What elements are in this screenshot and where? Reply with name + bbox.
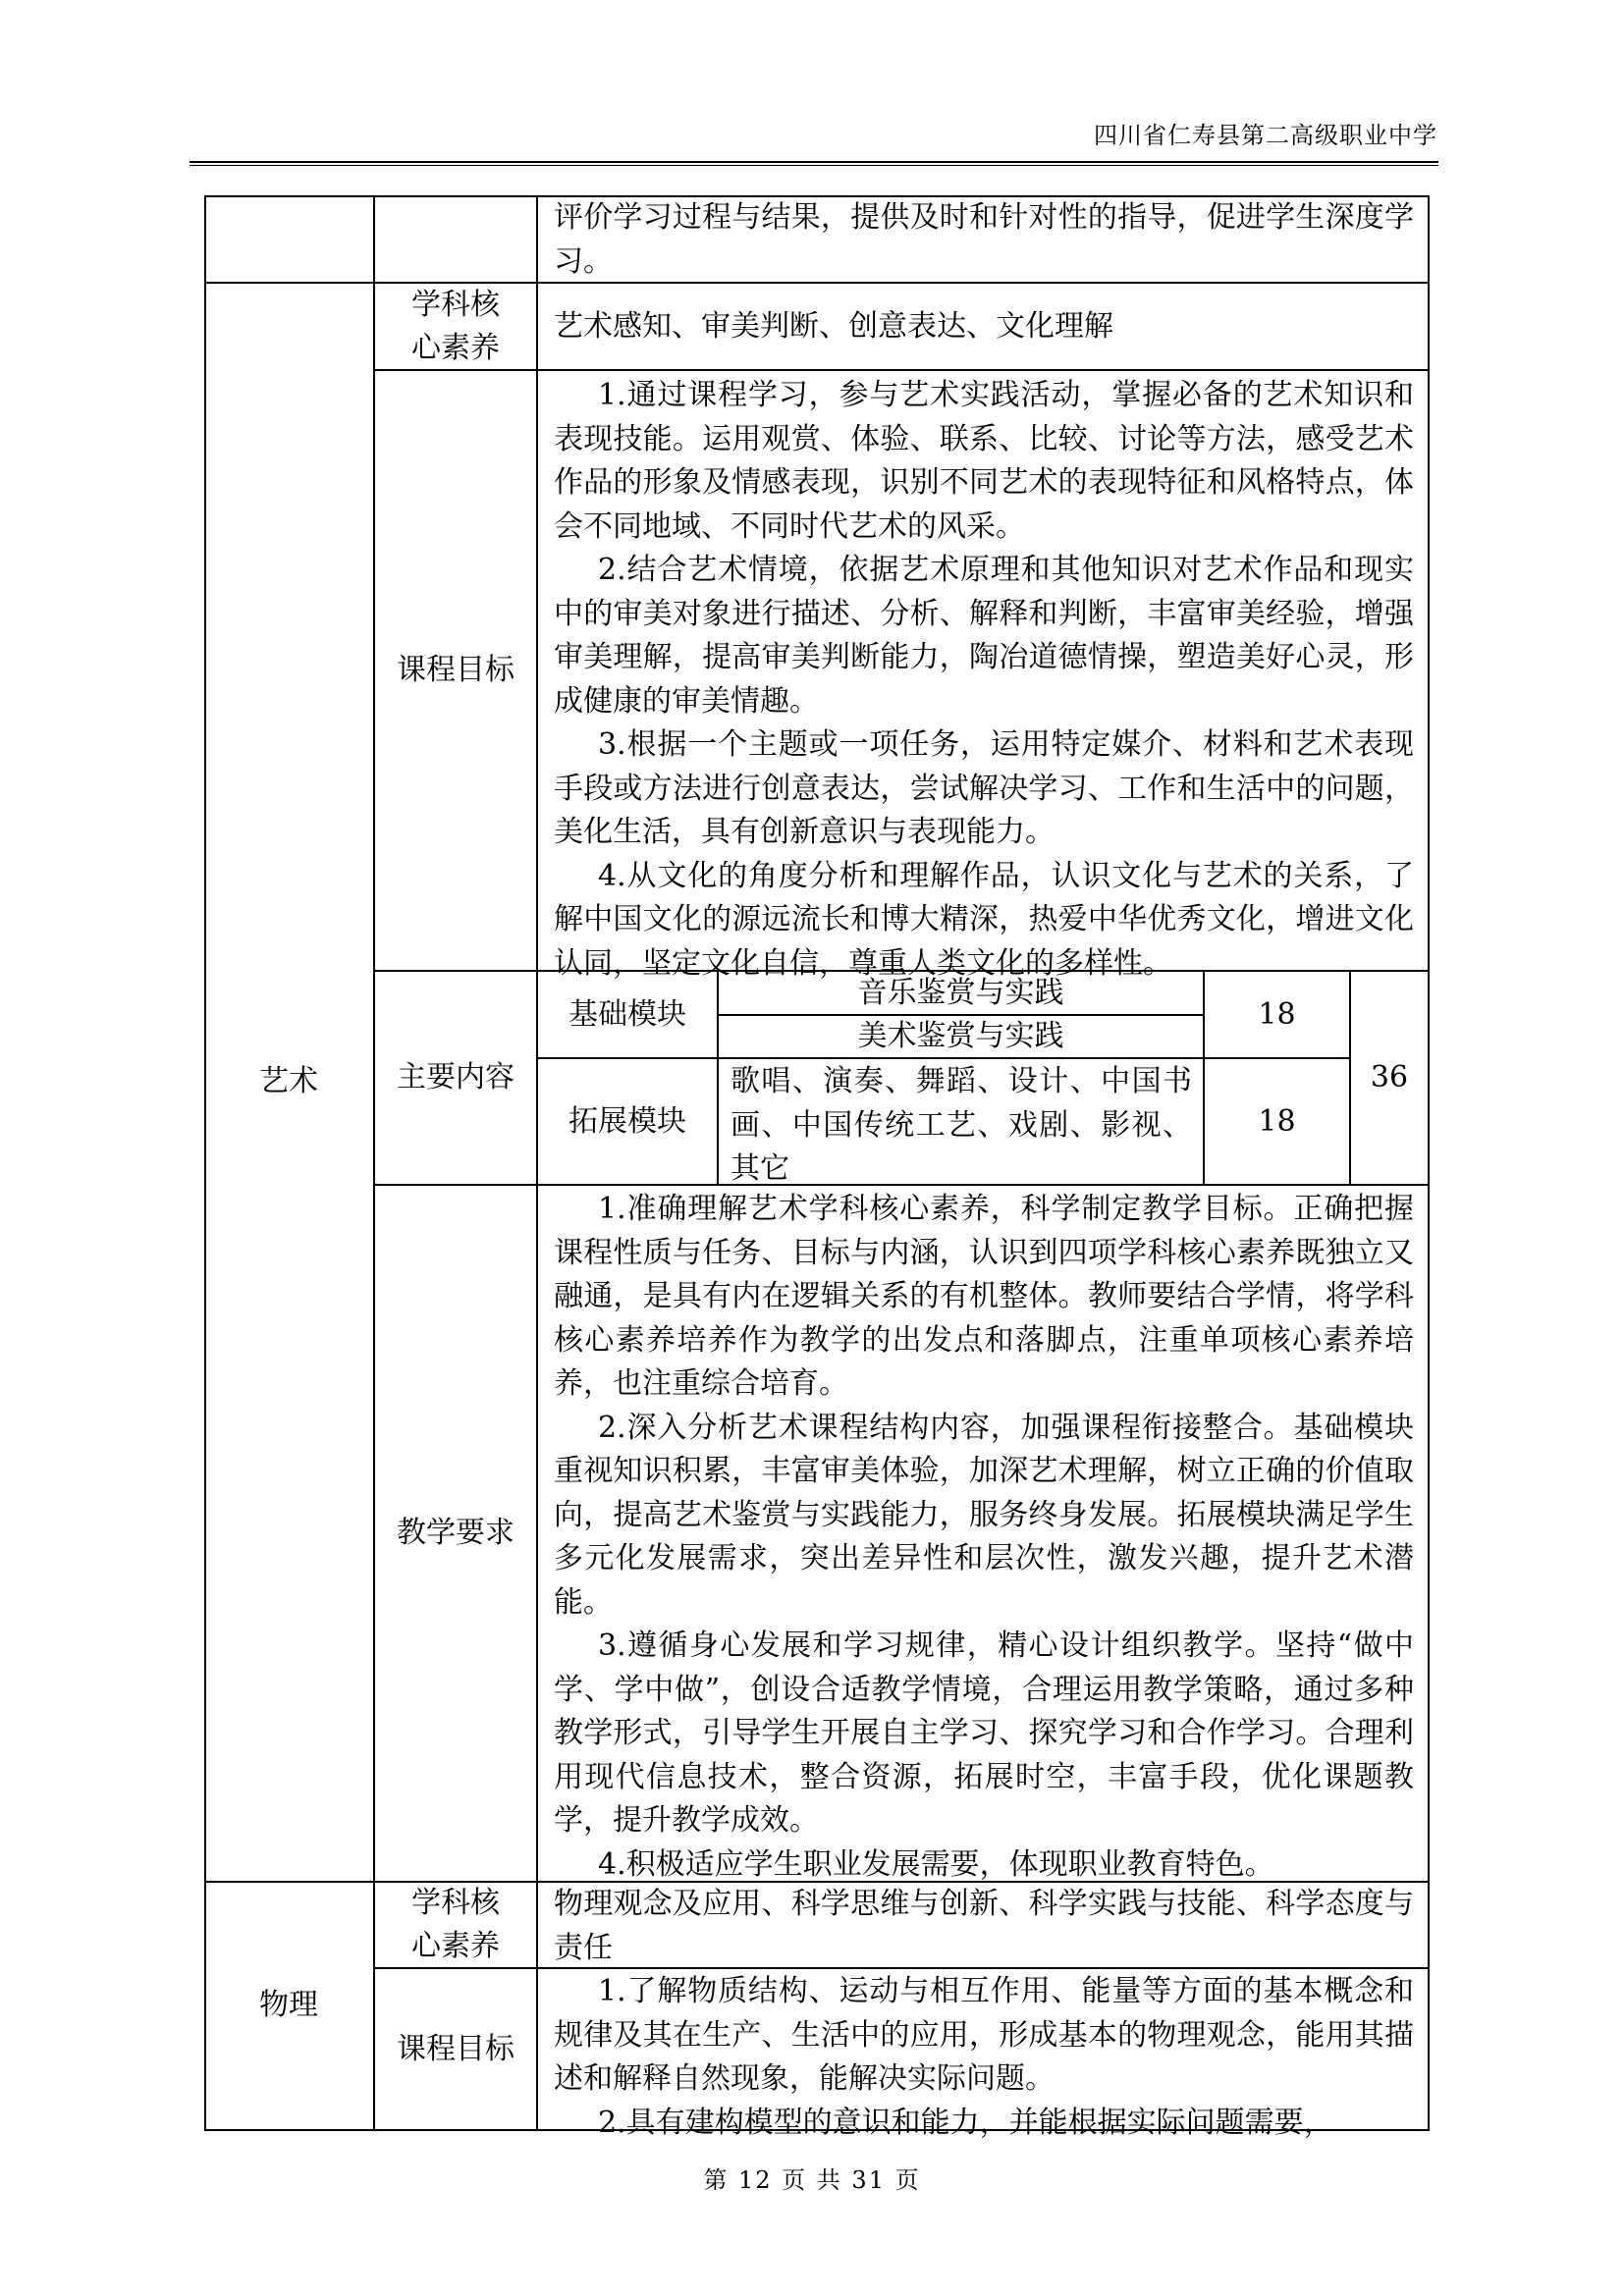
art-teach-4: 4.积极适应学生职业发展需要，体现职业教育特色。: [598, 1846, 1274, 1882]
physics-goals-label: 课程目标: [397, 2031, 514, 2066]
art-basic-module: 基础模块: [568, 996, 686, 1032]
physics-core-label: 学科核心素养: [411, 1886, 500, 1963]
art-teach-1: 1.准确理解艺术学科核心素养，科学制定教学目标。正确把握课程性质与任务、目标与内涵，认识到四项学科核心素养既独立又融通，是具有内在逻辑关系的有机整体。教师要结合学情，将学科核心素养培养作为教学的出发点和落脚点，注重单项核心素养培养，也注重综合培育。: [554, 1192, 1414, 1401]
art-basic-hours: 18: [1258, 996, 1296, 1032]
subject-physics: 物理: [259, 1987, 318, 2022]
art-teach-2: 2.深入分析艺术课程结构内容，加强课程衔接整合。基础模块重视知识积累，丰富审美体验，加深艺术理解，树立正确的价值取向，提高艺术鉴赏与实践能力，服务终身发展。拓展模块满足学生多元化发展需求，突出差异性和层次性，激发兴趣，提升艺术潜能。: [554, 1410, 1414, 1620]
art-ext-hours: 18: [1258, 1103, 1296, 1139]
art-goal-4: 4.从文化的角度分析和理解作品，认识文化与艺术的关系，了解中国文化的源远流长和博大精深，热爱中华优秀文化，增进文化认同，坚定文化自信，尊重人类文化的多样性。: [554, 858, 1414, 981]
subject-art: 艺术: [259, 1063, 318, 1098]
page-number-footer: 第 12 页 共 31 页: [703, 2166, 921, 2194]
art-total-hours: 36: [1370, 1060, 1409, 1095]
art-core-text: 艺术感知、审美判断、创意表达、文化理解: [554, 308, 1113, 344]
continued-text: 评价学习过程与结果，提供及时和针对性的指导，促进学生深度学习。: [554, 200, 1414, 279]
art-teach-label: 教学要求: [397, 1516, 514, 1550]
art-goals-label: 课程目标: [397, 653, 514, 687]
art-goals-text: [554, 374, 1414, 986]
header-rule-thin: [189, 165, 1438, 166]
art-teach-text: [554, 1188, 1414, 1887]
art-goal-3: 3.根据一个主题或一项任务，运用特定媒介、材料和艺术表现手段或方法进行创意表达，尝试解决学习、工作和生活中的问题，美化生活，具有创新意识与表现能力。: [554, 727, 1414, 849]
art-core-label: 学科核心素养: [411, 287, 500, 365]
art-ext-module: 拓展模块: [568, 1103, 686, 1139]
art-ext-items: 歌唱、演奏、舞蹈、设计、中国书画、中国传统工艺、戏剧、影视、其它: [731, 1064, 1192, 1186]
art-basic-item-fine-art: 美术鉴赏与实践: [857, 1019, 1064, 1053]
header-rule-thick: [189, 161, 1438, 163]
physics-goal-1: 1.了解物质结构、运动与相互作用、能量等方面的基本概念和规律及其在生产、生活中的应用，形成基本的物理观念，能用其描述和解释自然现象，能解决实际问题。: [554, 1974, 1414, 2096]
art-teach-3: 3.遵循身心发展和学习规律，精心设计组织教学。坚持“做中学、学中做”，创设合适教学情境，合理运用教学策略，通过多种教学形式，引导学生开展自主学习、探究学习和合作学习。合理利用现代信息技术，整合资源，拓展时空，丰富手段，优化课题教学，提升教学成效。: [554, 1629, 1414, 1838]
physics-goals-text: [554, 1970, 1414, 2145]
art-content-label: 主要内容: [397, 1060, 514, 1095]
curriculum-table: [204, 195, 1430, 2140]
art-goal-1: 1.通过课程学习，参与艺术实践活动，掌握必备的艺术知识和表现技能。运用观赏、体验、联系、比较、讨论等方法，感受艺术作品的形象及情感表现，识别不同艺术的表现特征和风格特点，体会不同地域、不同时代艺术的风采。: [554, 378, 1414, 544]
art-goal-2: 2.结合艺术情境，依据艺术原理和其他知识对艺术作品和现实中的审美对象进行描述、分析、解释和判断，丰富审美经验，增强审美理解，提高审美判断能力，陶冶道德情操，塑造美好心灵，形成健康的审美情趣。: [554, 553, 1414, 719]
school-name-header: 四川省仁寿县第二高级职业中学: [1094, 122, 1437, 149]
table-border-right: [1428, 195, 1430, 2131]
physics-goal-2: 2.具有建构模型的意识和能力，并能根据实际问题需要，: [598, 2105, 1333, 2140]
physics-core-text: 物理观念及应用、科学思维与创新、科学实践与技能、科学态度与责任: [554, 1887, 1414, 1965]
art-basic-item-music: 音乐鉴赏与实践: [857, 975, 1064, 1010]
